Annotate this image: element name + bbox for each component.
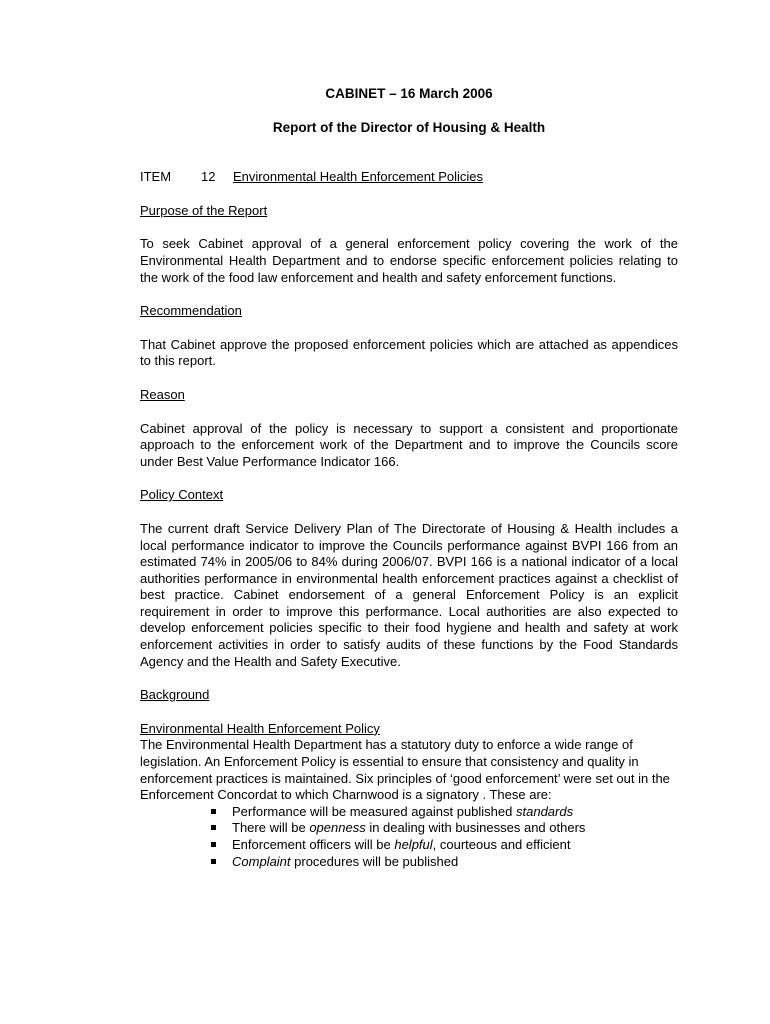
item-number: 12 bbox=[201, 169, 216, 185]
reason-heading: Reason bbox=[140, 386, 185, 402]
list-item: Complaint procedures will be published bbox=[210, 854, 678, 871]
policy-context-text: The current draft Service Delivery Plan of The Directorate of Housing & Health includes a local performance indicator to improve the Councils performance against BVPI 166 from an estimated 74% in 2005/06 to 84% during 2006/07. BVPI 166 is a national indicator of a local authorities performance in environmental health enforcement practices against a checklist of best practice. Cabinet endorsement of a general Enforcement Policy is an explicit requirement in order to improve this performance. Local authorities are also expected to develop enforcement policies specific to their food hygiene and health and safety at work enforcement activities in order to satisfy audits of these functions by the Food Standards Agency and the Health and Safety Executive. bbox=[140, 520, 678, 669]
purpose-text: To seek Cabinet approval of a general enforcement policy covering the work of the Environmental Health Department and to endorse specific enforcement policies relating to the work of the food law enforcement and health and safety enforcement functions. bbox=[140, 236, 678, 285]
item-name: Environmental Health Enforcement Policies bbox=[233, 169, 484, 185]
list-item: Enforcement officers will be helpful, courteous and efficient bbox=[210, 837, 678, 854]
purpose-heading: Purpose of the Report bbox=[140, 202, 268, 218]
bullet-square-icon bbox=[211, 825, 216, 830]
document-page bbox=[140, 86, 678, 870]
principles-list bbox=[140, 804, 678, 870]
list-item: Performance will be measured against published standards bbox=[210, 804, 678, 821]
bullet-square-icon bbox=[211, 809, 216, 814]
list-item: There will be openness in dealing with businesses and others bbox=[210, 820, 678, 837]
item-label: ITEM bbox=[140, 169, 172, 185]
document-title: CABINET – 16 March 2006 bbox=[325, 86, 493, 101]
reason-text: Cabinet approval of the policy is necessary to support a consistent and proportionate approach to the enforcement work of the Department and to improve the Councils score under Best Value Performance Indicator 166. bbox=[140, 420, 678, 469]
background-text: The Environmental Health Department has a statutory duty to enforce a wide range of legislation. An Enforcement Policy is essential to ensure that consistency and quality in enforcement practices is maintained. Six principles of ‘good enforcement’ were set out in the Enforcement Concordat to which Charnwood is a signatory . These are: bbox=[140, 737, 670, 803]
policy-context-heading: Policy Context bbox=[140, 487, 224, 503]
background-subheading: Environmental Health Enforcement Policy bbox=[140, 720, 380, 736]
document-subtitle: Report of the Director of Housing & Health bbox=[272, 119, 546, 135]
item-line bbox=[140, 169, 678, 186]
bullet-square-icon bbox=[211, 859, 216, 864]
recommendation-text: That Cabinet approve the proposed enforcement policies which are attached as appendices to this report. bbox=[140, 336, 678, 369]
bullet-square-icon bbox=[211, 842, 216, 847]
background-heading: Background bbox=[140, 687, 210, 703]
recommendation-heading: Recommendation bbox=[140, 303, 242, 319]
